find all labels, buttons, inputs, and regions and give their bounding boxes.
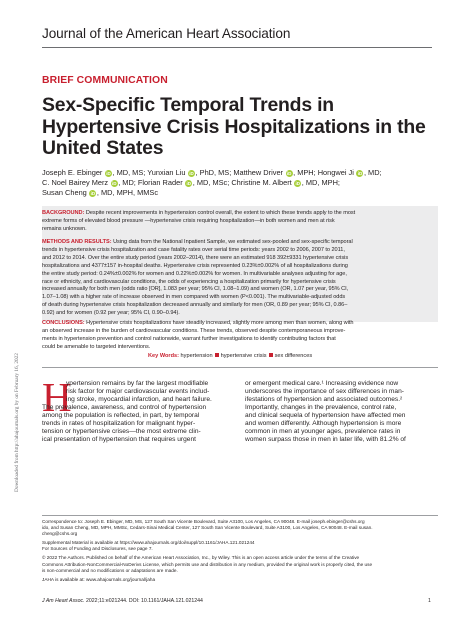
author-line: Susan Cheng iD , MD, MPH, MMSc — [42, 188, 159, 198]
orcid-icon[interactable]: iD — [90, 191, 96, 197]
journal-link[interactable]: JAHA is available at: www.ahajournals.org/journal/jaha — [42, 576, 156, 582]
header-divider — [42, 47, 432, 48]
correspondence-line: cheng@cshs.org — [42, 531, 78, 537]
orcid-icon[interactable]: iD — [357, 171, 363, 176]
keyword[interactable]: hypertensive crisis — [220, 353, 267, 359]
keywords — [148, 353, 312, 359]
copyright-line: is non-commercial and no modifications or adaptations are made. — [42, 567, 178, 573]
body-column-left: ypertension remains by far the largest modifiable risk factor for major cardiovascular events includ- ing stroke, myocardial infarction, and heart failure. The prevalence, awareness, and control of hypertension among the population is reflected, in part, by temporal trends in rates of hospitalization for malignant hyper- tension or hypertensive crises—the most extreme clin- ical presentation of hypertension that requires urgent — [42, 380, 212, 443]
footnotes — [42, 519, 438, 583]
orcid-icon[interactable]: iD — [111, 181, 117, 187]
footnotes-divider — [42, 515, 438, 516]
footer-citation — [42, 598, 203, 604]
copyright-line: © 2022 The Authors. Published on behalf of the American Heart Association, Inc., by Wiley. This is an open access article under the terms of the Creative — [42, 555, 360, 561]
orcid-icon[interactable]: iD — [186, 181, 191, 187]
keywords-label: Key Words: — [148, 353, 179, 359]
journal-title: Journal of the American Heart Association — [42, 26, 291, 41]
abstract-heading: CONCLUSIONS: — [42, 320, 85, 326]
abstract-background: BACKGROUND: Despite recent improvements in hypertension control overall, the extent to which these trends apply to the most extreme forms of elevated blood pressure —hypertensive crisis requiring hospitalization—in both women and men at risk remains unknown. — [42, 210, 356, 232]
keywords-divider — [42, 367, 438, 368]
author-line: Joseph E. Ebinger iD , MD, MS; Yunxian Liu iD , PhD, MS; Matthew Driver iD , MPH; Hongwei Ji iD , MD; — [42, 168, 382, 177]
square-bullet-icon — [215, 353, 219, 357]
title-line: Sex-Specific Temporal Trends in — [42, 94, 334, 116]
funding-note: For Sources of Funding and Disclosures, see page 7. — [42, 546, 153, 552]
correspondence-line: ido, and Susan Cheng, MD, MPH, MMSc, Cedars-Sinai Medical Center, 127 South San Vicente Boulevard, Suite A3100, Los Angeles, CA 90048. E-mail susan. — [42, 525, 373, 531]
drop-cap: H — [42, 374, 72, 420]
orcid-icon[interactable]: iD — [189, 171, 194, 176]
orcid-icon[interactable]: iD — [286, 171, 292, 176]
correspondence-line: Correspondence to: Joseph E. Ebinger, MD, MS, 127 South San Vicente Boulevard, Suite A3100, Los Angeles, CA 90048. E-mail joseph.ebinger@cshs.org — [42, 519, 365, 524]
body-column-right: or emergent medical care.¹ Increasing evidence now underscores the importance of sex differences in man- ifestations of hypertension and associated outcomes.² Importantly, changes in the prevalence, control rate, and clinical sequela of hypertension have affected men and women differently. Although hypertension is more common in men at younger ages, prevalence rates in women surpass those in men in later life, with 81.2% of — [245, 380, 406, 443]
author-list — [42, 168, 437, 199]
download-note: Downloaded from http://ahajournals.org by on February 16, 2022 — [14, 353, 20, 492]
title-line: United States — [42, 137, 164, 159]
orcid-icon[interactable]: iD — [106, 171, 111, 176]
keyword[interactable]: sex differences — [274, 353, 313, 359]
section-label: BRIEF COMMUNICATION — [42, 75, 168, 86]
title-line: Hypertensive Crisis Hospitalizations in the — [42, 115, 426, 138]
author-line: C. Noel Bairey Merz iD , MD; Florian Rader iD , MD, MSc; Christine M. Albert iD , MD, MPH; — [42, 178, 340, 188]
keyword[interactable]: hypertension — [180, 353, 213, 359]
supplementary-link[interactable]: Supplemental Material is available at https://www.ahajournals.org/doi/suppl/10.1161/JAHA.121.021244 — [42, 540, 255, 546]
footer-journal-abbrev: J Am Heart Assoc. — [42, 598, 85, 604]
orcid-icon[interactable]: iD — [295, 181, 301, 187]
abstract-heading: BACKGROUND: — [42, 210, 85, 216]
square-bullet-icon — [269, 353, 273, 357]
footer-doi: 2022;11:e021244. DOI: 10.1161/JAHA.121.021244 — [84, 598, 203, 604]
abstract-heading: METHODS AND RESULTS: — [42, 239, 112, 245]
abstract-methods-results: METHODS AND RESULTS: Using data from the National Inpatient Sample, we estimated sex-pooled and sex-specific temporal trends in hypertensive crisis hospitalization and case fatality rates over serial time periods: years 2002 to 2006, 2007 to 2011, and 2012 to 2014. Over the entire study period (years 2002–2014), there were an estimated 918 392±9331 hypertensive crisis hospitalizations and 4377±157 in-hospital deaths. Hypertensive crisis represented 0.23%±0.002% of all hospitalizations during the entire study period: 0.24%±0.002% for women and 0.22%±0.002% for women. In multivariable analyses adjusting for age, race or ethnicity, and cardiovascular conditions, the odds of experiencing a hospitalization primarily for hypertensive crisis increased annually for both men (odds ratio [OR], 1.083 per year; 95% CI, 1.08–1.09) and women (OR, 1.07 per year, 95% CI, 1.07–1.08) with a higher rate of increase observed in men compared with women (P<0.001). The multivariable-adjusted odds of death during hypertensive crisis hospitalization decreased annually and similarly for men (OR, 0.89 per year; 95% CI, 0.86– 0.92) and for women (0.92 per year; 95% CI, 0.90–0.94). — [42, 239, 353, 317]
abstract-conclusions: CONCLUSIONS: Hypertensive crisis hospitalizations have steadily increased, slightly more among men than women, along with an observed increase in the burden of cardiovascular conditions. These trends, observed despite contemporaneous improve- ments in hypertension prevention and control nationwide, warrant further investigations to identify contributing factors that could be amenable to targeted interventions. — [42, 320, 354, 350]
page-number: 1 — [428, 598, 431, 604]
article-title — [42, 95, 437, 160]
copyright-line: Commons Attribution-NonCommercial-NoDerivs License, which permits use and distribution in any medium, provided the original work is properly cited, the use — [42, 561, 373, 567]
